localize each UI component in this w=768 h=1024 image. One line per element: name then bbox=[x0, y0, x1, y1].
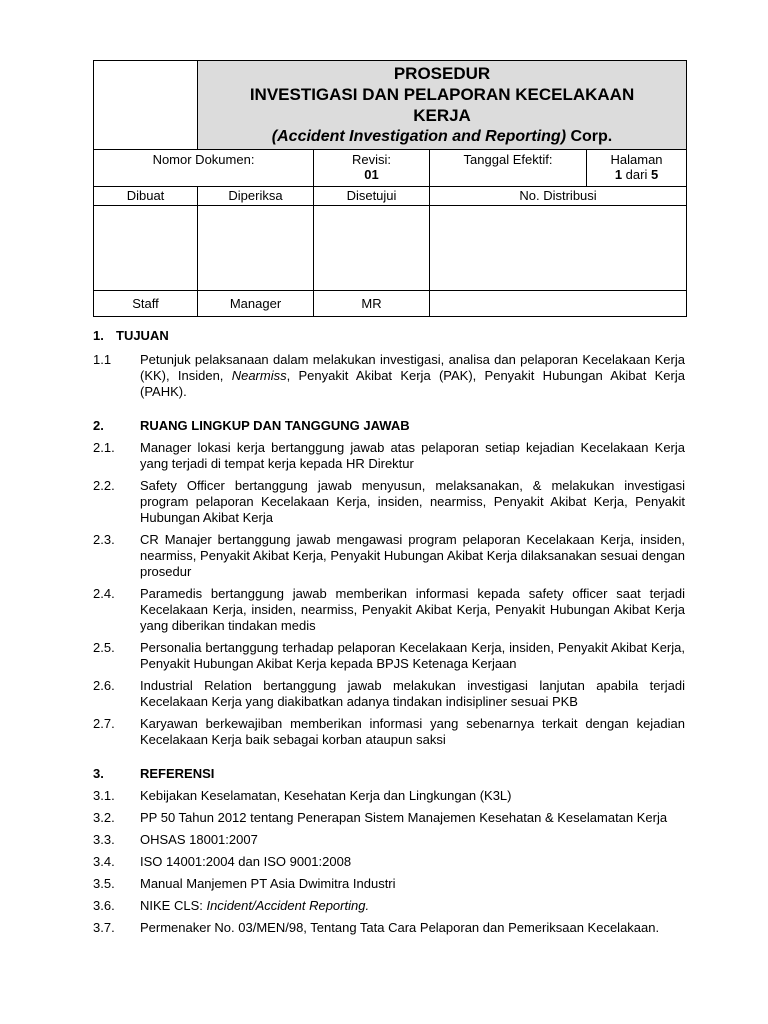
list-item: 2.1. Manager lokasi kerja bertanggung jawab atas pelaporan setiap kejadian Kecelakaan Kerja yang terjadi di tempat kerja kepada HR Direktur bbox=[93, 440, 685, 471]
role-disetujui: MR bbox=[314, 291, 430, 317]
list-item: 2.4. Paramedis bertanggung jawab memberikan informasi kepada safety officer saat terjadi Kecelakaan Kerja, insiden, nearmiss, Penyakit Akibat Kerja, Penyakit Hubungan Akibat Kerja yang diberikan tindakan medis bbox=[93, 586, 685, 633]
section-heading: 3. REFERENSI bbox=[93, 766, 215, 781]
signature-disetujui bbox=[314, 206, 430, 291]
doc-type-title: PROSEDUR bbox=[393, 64, 491, 83]
list-item: 2.2. Safety Officer bertanggung jawab menyusun, melaksanakan, & melakukan investigasi program pelaporan Kecelakaan Kerja, insiden, nearmiss, Penyakit Akibat Kerja, Penyakit Hubungan Akibat Kerja bbox=[93, 478, 685, 525]
revisi-cell: Revisi: 01 bbox=[314, 150, 430, 187]
list-item: 3.7. Permenaker No. 03/MEN/98, Tentang Tata Cara Pelaporan dan Pemeriksaan Kecelakaan. bbox=[93, 920, 660, 935]
document-body bbox=[93, 328, 685, 936]
dibuat-label: Dibuat bbox=[94, 187, 198, 206]
signature-dibuat bbox=[94, 206, 198, 291]
doc-title-line2: KERJA bbox=[413, 106, 471, 125]
doc-subtitle: (Accident Investigation and Reporting) Corp. bbox=[271, 128, 613, 145]
list-item: 2.6. Industrial Relation bertanggung jawab melakukan investigasi lanjutan apabila terjadi Kecelakaan Kerja yang diakibatkan adanya tindakan indisipliner sesuai PKB bbox=[93, 678, 685, 709]
revisi-value: 01 bbox=[364, 167, 379, 182]
list-item: 3.3. OHSAS 18001:2007 bbox=[93, 832, 258, 847]
diperiksa-label: Diperiksa bbox=[198, 187, 314, 206]
list-item: 2.7. Karyawan berkewajiban memberikan informasi yang sebenarnya terkait dengan kejadian Kecelakaan Kerja baik sebagai korban ataupun saksi bbox=[93, 716, 685, 747]
list-item: 3.2. PP 50 Tahun 2012 tentang Penerapan Sistem Manajemen Kesehatan & Keselamatan Kerja bbox=[93, 810, 668, 825]
logo-cell bbox=[94, 61, 198, 150]
list-item: 3.4. ISO 14001:2004 dan ISO 9001:2008 bbox=[93, 854, 352, 869]
distribusi-box bbox=[430, 206, 687, 291]
role-diperiksa: Manager bbox=[198, 291, 314, 317]
tanggal-efektif-cell: Tanggal Efektif: bbox=[430, 150, 587, 187]
list-item: 3.1. Kebijakan Keselamatan, Kesehatan Kerja dan Lingkungan (K3L) bbox=[93, 788, 512, 803]
title-cell bbox=[198, 61, 687, 150]
list-item: 3.5. Manual Manjemen PT Asia Dwimitra Industri bbox=[93, 876, 396, 891]
signature-diperiksa bbox=[198, 206, 314, 291]
list-item: 2.3. CR Manajer bertanggung jawab mengawasi program pelaporan Kecelakaan Kerja, insiden, nearmiss, Penyakit Akibat Kerja, Penyakit Hubungan Akibat Kerja dilaksanakan sesuai dengan prosedur bbox=[93, 532, 685, 579]
list-item: 3.6. NIKE CLS: Incident/Accident Reporting. bbox=[93, 898, 370, 913]
distribusi-label: No. Distribusi bbox=[430, 187, 687, 206]
doc-title-line1: INVESTIGASI DAN PELAPORAN KECELAKAAN bbox=[249, 85, 635, 104]
role-blank bbox=[430, 291, 687, 317]
section-heading: 2. RUANG LINGKUP DAN TANGGUNG JAWAB bbox=[93, 418, 410, 433]
list-item: 2.5. Personalia bertanggung terhadap pelaporan Kecelakaan Kerja, insiden, Penyakit Akibat Kerja, Penyakit Hubungan Akibat Kerja kepada BPJS Ketenaga Kerjaan bbox=[93, 640, 685, 671]
disetujui-label: Disetujui bbox=[314, 187, 430, 206]
halaman-cell: Halaman 1 dari 5 bbox=[587, 150, 687, 187]
role-dibuat: Staff bbox=[94, 291, 198, 317]
section-heading: 1. TUJUAN bbox=[93, 328, 169, 343]
document-header-table bbox=[93, 60, 687, 317]
list-item: 1.1 Petunjuk pelaksanaan dalam melakukan investigasi, analisa dan pelaporan Kecelakaan Kerja (KK), Insiden, Nearmiss, Penyakit Akibat Kerja (PAK), Penyakit Hubungan Akibat Kerja (PAHK). bbox=[93, 352, 685, 399]
nomor-dokumen-cell: Nomor Dokumen: bbox=[94, 150, 314, 187]
